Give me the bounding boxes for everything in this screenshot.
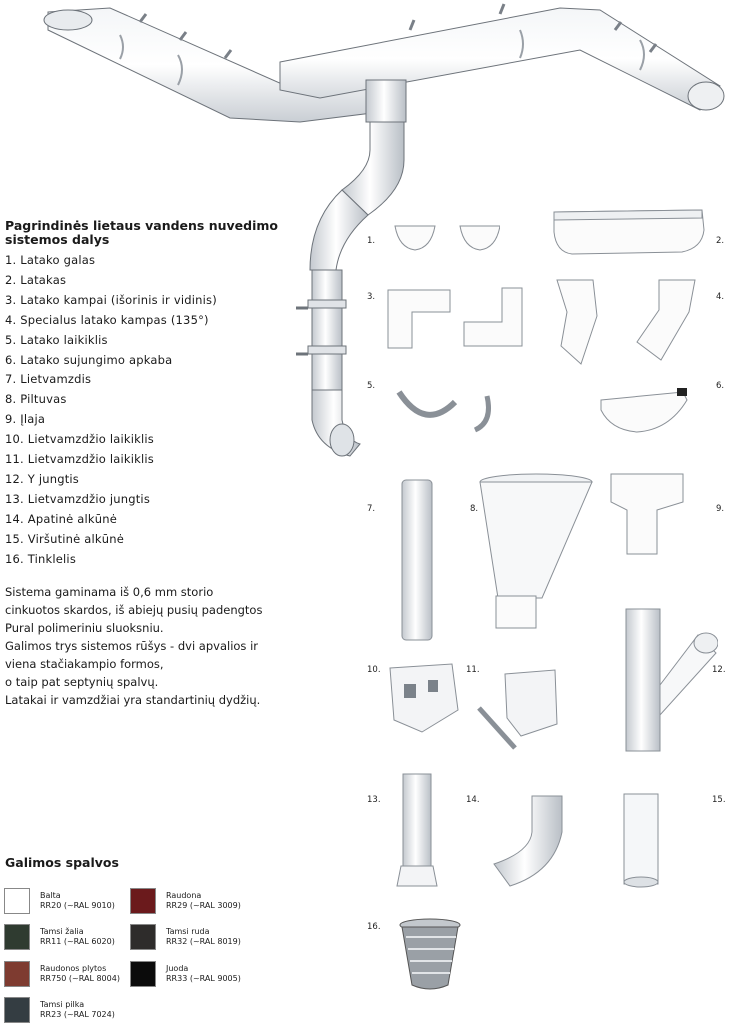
parts-list-item	[5, 410, 217, 430]
color-swatch	[130, 888, 156, 914]
item-number: 12.	[5, 471, 24, 486]
color-code: RR750 (~RAL 8004)	[40, 974, 120, 983]
figure-number-1: 1.	[367, 236, 376, 246]
description-line: cinkuotos skardos, iš abiejų pusių padengtos	[5, 603, 263, 617]
color-swatch-row	[4, 961, 120, 987]
item-number: 3.	[5, 292, 17, 307]
color-name: Raudona	[166, 891, 202, 900]
description-line: Pural polimeriniu sluoksniu.	[5, 621, 164, 635]
item-label: Latako galas	[20, 253, 96, 267]
parts-heading-line1: Pagrindinės lietaus vandens nuvedimo	[5, 218, 278, 233]
color-swatch	[4, 961, 30, 987]
figure-number-3: 3.	[367, 292, 376, 302]
color-swatch-row	[130, 924, 241, 950]
part-16-leaf-guard-figure	[396, 915, 466, 995]
color-swatch-row	[130, 961, 241, 987]
color-swatch-row	[4, 997, 115, 1023]
item-number: 5.	[5, 332, 17, 347]
item-number: 9.	[5, 412, 17, 427]
item-label: Viršutinė alkūnė	[27, 531, 125, 546]
part-6-gutter-joiner-figure	[597, 386, 697, 436]
parts-list-item	[5, 470, 217, 490]
color-swatch	[130, 924, 156, 950]
parts-list-item	[5, 490, 217, 510]
item-number: 7.	[5, 372, 17, 387]
color-name: Tamsi žalia	[40, 927, 84, 936]
figure-number-13: 13.	[367, 795, 381, 805]
item-number: 2.	[5, 272, 17, 287]
color-name: Tamsi pilka	[40, 1000, 85, 1009]
figure-number-7: 7.	[367, 504, 376, 514]
part-8-funnel-figure	[478, 472, 598, 632]
part-1-gutter-end-figure	[390, 218, 500, 258]
color-name: Tamsi ruda	[166, 927, 210, 936]
description-line: o taip pat septynių spalvų.	[5, 675, 159, 689]
item-number: 1.	[5, 253, 17, 267]
parts-list-item	[5, 510, 217, 530]
description-paragraph	[5, 583, 305, 709]
item-number: 14.	[5, 511, 24, 526]
part-2-gutter-figure	[552, 208, 712, 258]
figure-number-16: 16.	[367, 922, 381, 932]
figure-number-8: 8.	[470, 504, 479, 514]
parts-list-item	[5, 251, 217, 271]
parts-list-item	[5, 291, 217, 311]
part-11-downpipe-bracket-figure	[475, 664, 565, 754]
color-name: Balta	[40, 891, 61, 900]
item-label: Latako kampai (išorinis ir vidinis)	[20, 292, 217, 307]
color-swatch-row	[4, 924, 115, 950]
color-swatch	[4, 997, 30, 1023]
item-label: Lietvamzdžio jungtis	[27, 491, 151, 506]
part-4-gutter-corner-135-figure	[553, 276, 703, 366]
colors-heading: Galimos spalvos	[5, 855, 119, 870]
color-name: Raudonos plytos	[40, 964, 107, 973]
color-code: RR11 (~RAL 6020)	[40, 937, 115, 946]
item-number: 10.	[5, 432, 24, 447]
color-swatch	[4, 924, 30, 950]
parts-heading	[5, 219, 278, 247]
item-number: 6.	[5, 352, 17, 367]
color-code: RR32 (~RAL 8019)	[166, 937, 241, 946]
figure-number-15: 15.	[712, 795, 726, 805]
part-10-downpipe-bracket-figure	[382, 660, 472, 740]
figure-number-2: 2.	[716, 236, 725, 246]
part-9-outlet-figure	[607, 470, 687, 560]
color-swatch	[130, 961, 156, 987]
item-label: Piltuvas	[20, 392, 67, 407]
part-14-bottom-elbow-figure	[484, 792, 574, 892]
color-code: RR23 (~RAL 7024)	[40, 1010, 115, 1019]
item-number: 8.	[5, 392, 17, 407]
parts-list-item	[5, 351, 217, 371]
parts-list-item	[5, 450, 217, 470]
figure-number-12: 12.	[712, 665, 726, 675]
figure-number-4: 4.	[716, 292, 725, 302]
parts-list-item	[5, 331, 217, 351]
parts-list-item	[5, 550, 217, 570]
color-code: RR33 (~RAL 9005)	[166, 974, 241, 983]
color-code: RR29 (~RAL 3009)	[166, 901, 241, 910]
item-label: Apatinė alkūnė	[27, 511, 118, 526]
item-label: Tinklelis	[27, 551, 77, 566]
parts-list-item	[5, 430, 217, 450]
item-label: Y jungtis	[27, 471, 79, 486]
item-label: Latako laikiklis	[20, 332, 108, 347]
item-label: Lietvamzdžio laikiklis	[27, 432, 154, 447]
part-13-pipe-connector-figure	[395, 770, 445, 890]
figure-number-14: 14.	[466, 795, 480, 805]
description-line: Sistema gaminama iš 0,6 mm storio	[5, 585, 214, 599]
item-number: 11.	[5, 452, 24, 467]
item-label: Lietvamzdis	[20, 372, 92, 387]
parts-list-item	[5, 370, 217, 390]
color-code: RR20 (~RAL 9010)	[40, 901, 115, 910]
item-label: Įlaja	[20, 412, 46, 427]
part-12-y-junction-figure	[618, 605, 718, 755]
item-number: 16.	[5, 551, 24, 566]
item-number: 4.	[5, 312, 17, 327]
parts-list-item	[5, 311, 217, 331]
part-5-gutter-hanger-figure	[395, 386, 505, 436]
figure-number-9: 9.	[716, 504, 725, 514]
item-number: 13.	[5, 491, 24, 506]
item-label: Latakas	[20, 272, 67, 287]
figure-number-5: 5.	[367, 381, 376, 391]
part-3-gutter-corners-figure	[384, 282, 534, 352]
description-line: Galimos trys sistemos rūšys - dvi apvalios ir	[5, 639, 258, 653]
part-7-downpipe-figure	[398, 476, 438, 646]
description-line: viena stačiakampio formos,	[5, 657, 164, 671]
color-swatch-row	[130, 888, 241, 914]
item-label: Lietvamzdžio laikiklis	[27, 452, 154, 467]
parts-list-item	[5, 271, 217, 291]
item-number: 15.	[5, 531, 24, 546]
parts-heading-line2: sistemos dalys	[5, 232, 110, 247]
description-line: Latakai ir vamzdžiai yra standartinių dydžių.	[5, 693, 261, 707]
parts-list-item	[5, 530, 217, 550]
figure-number-11: 11.	[466, 665, 480, 675]
color-swatch-row	[4, 888, 115, 914]
parts-list-item	[5, 390, 217, 410]
figure-number-10: 10.	[367, 665, 381, 675]
item-label: Latako sujungimo apkaba	[20, 352, 173, 367]
parts-list	[5, 251, 217, 570]
item-label: Specialus latako kampas (135°)	[20, 312, 209, 327]
color-swatch	[4, 888, 30, 914]
color-name: Juoda	[166, 964, 189, 973]
part-15-top-elbow-figure	[618, 790, 668, 890]
figure-number-6: 6.	[716, 381, 725, 391]
